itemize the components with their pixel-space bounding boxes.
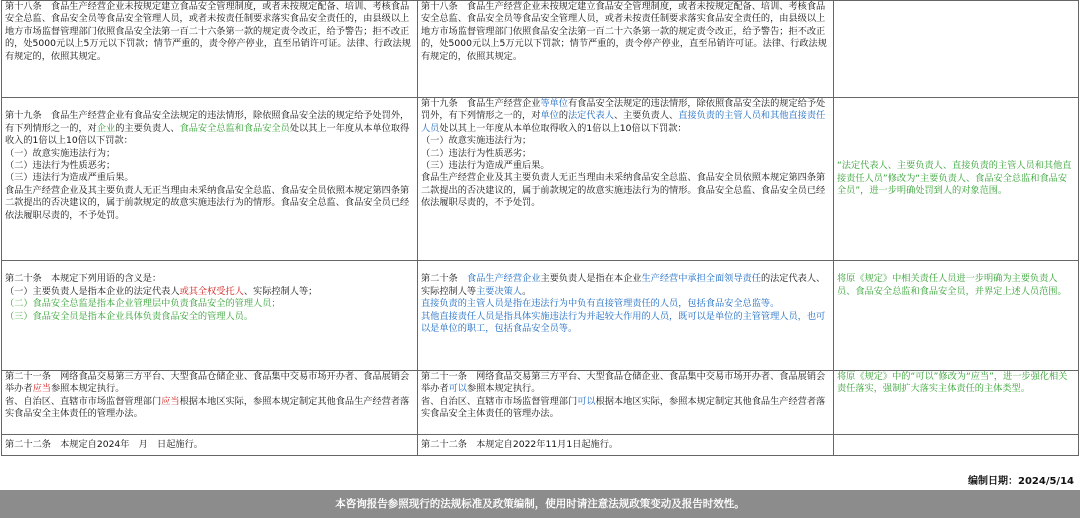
draft-article-21: 第二十一条 网络食品交易第三方平台、大型食品仓储企业、食品集中交易市场开办者、食品展销会举办者应当参照本规定执行。 省、自治区、直辖市市场监督管理部门应当根据本地区实际，参照本规定制定其他食品生产经营者落实食品安全主体责任的管理办法。 — [2, 371, 418, 435]
note-article-21: 将原《规定》中的“可以”修改为“应当”，进一步强化相关责任落实，强制扩大落实主体责任的主体类型。 — [834, 371, 1079, 435]
draft-article-18: 第十八条 食品生产经营企业未按规定建立食品安全管理制度，或者未按规定配备、培训、考核食品安全总监、食品安全员等食品安全管理人员，或者未按责任制要求落实食品安全责任的，由县级以上地方市场监督管理部门依照食品安全法第一百二十六条第一款的规定责令改正，给予警告；拒不改正的，处5000元以上5万元以下罚款；情节严重的，责令停产停业，直至吊销许可证。法律、行政法规有规定的，依照其规定。 — [2, 1, 418, 98]
table-row — [2, 98, 1079, 261]
current-article-21: 第二十一条 网络食品交易第三方平台、大型食品仓储企业、食品集中交易市场开办者、食品展销会举办者可以参照本规定执行。 省、自治区、直辖市市场监督管理部门可以根据本地区实际，参照本规定制定其他食品生产经营者落实食品安全主体责任的管理办法。 — [418, 371, 834, 435]
current-article-19: 第十九条 食品生产经营企业等单位有食品安全法规定的违法情形，除依照食品安全法的规定给予处罚外，有下列情形之一的，对单位的法定代表人、主要负责人、直接负责的主管人员和其他直接责任人员处以其上一年度从本单位取得收入的1倍以上10倍以下罚款： （一）故意实施违法行为； （二）违法行为性质恶劣； （三）违法行为造成严重后果。 食品生产经营企业及其主要负责人无正当理由未采纳食品安全总监、食品安全员依照本规定第四条第二款提出的否决建议的，属于前款规定的故意实施违法行为的情形。食品安全总监、食品安全员已经依法履职尽责的，不予处罚。 — [418, 98, 834, 261]
note-article-18 — [834, 1, 1079, 98]
footer-disclaimer: 本咨询报告参照现行的法规标准及政策编制，使用时请注意法规政策变动及报告时效性。 — [0, 490, 1080, 518]
draft-article-19: 第十九条 食品生产经营企业有食品安全法规定的违法情形，除依照食品安全法的规定给予处罚外，有下列情形之一的，对企业的主要负责人、食品安全总监和食品安全员处以其上一年度从本单位取得收入的1倍以上10倍以下罚款： （一）故意实施违法行为； （二）违法行为性质恶劣； （三）违法行为造成严重后果。 食品生产经营企业及其主要负责人无正当理由未采纳食品安全总监、食品安全员依照本规定第四条第二款提出的否决建议的，属于前款规定的故意实施违法行为的情形。食品安全总监、食品安全员已经依法履职尽责的，不予处罚。 — [2, 98, 418, 261]
current-article-18: 第十八条 食品生产经营企业未按规定建立食品安全管理制度，或者未按规定配备、培训、考核食品安全总监、食品安全员等食品安全管理人员，或者未按责任制要求落实食品安全责任的，由县级以上地方市场监督管理部门依照食品安全法第一百二十六条第一款的规定责令改正，给予警告；拒不改正的，处5000元以上5万元以下罚款；情节严重的，责令停产停业，直至吊销许可证。法律、行政法规有规定的，依照其规定。 — [418, 1, 834, 98]
current-article-20: 第二十条 食品生产经营企业主要负责人是指在本企业生产经营中承担全面领导责任的法定代表人、实际控制人等主要决策人。 直接负责的主管人员是指在违法行为中负有直接管理责任的人员，包括食品安全总监等。 其他直接责任人员是指具体实施违法行为并起较大作用的人员，既可以是单位的主管管理人员，也可以是单位的职工，包括食品安全员等。 — [418, 261, 834, 371]
note-article-19: “法定代表人、主要负责人、直接负责的主管人员和其他直接责任人员”修改为“主要负责人、食品安全总监和食品安全员”，进一步明确处罚到人的对象范围。 — [834, 98, 1079, 261]
table-row — [2, 261, 1079, 371]
note-article-22 — [834, 435, 1079, 456]
table-row — [2, 1, 1079, 98]
compile-date: 编制日期：2024/5/14 — [967, 476, 1074, 487]
table-row — [2, 435, 1079, 456]
comparison-table — [1, 0, 1079, 456]
draft-article-22: 第二十二条 本规定自2024年 月 日起施行。 — [2, 435, 418, 456]
note-article-20: 将原《规定》中相关责任人员进一步明确为主要负责人员、食品安全总监和食品安全员，并界定上述人员范围。 — [834, 261, 1079, 371]
table-row — [2, 371, 1079, 435]
draft-article-20: 第二十条 本规定下列用语的含义是： （一）主要负责人是指本企业的法定代表人或其全权受托人、实际控制人等； （二）食品安全总监是指本企业管理层中负责食品安全的管理人员； （三）食品安全员是指本企业具体负责食品安全的管理人员。 — [2, 261, 418, 371]
current-article-22: 第二十二条 本规定自2022年11月1日起施行。 — [418, 435, 834, 456]
